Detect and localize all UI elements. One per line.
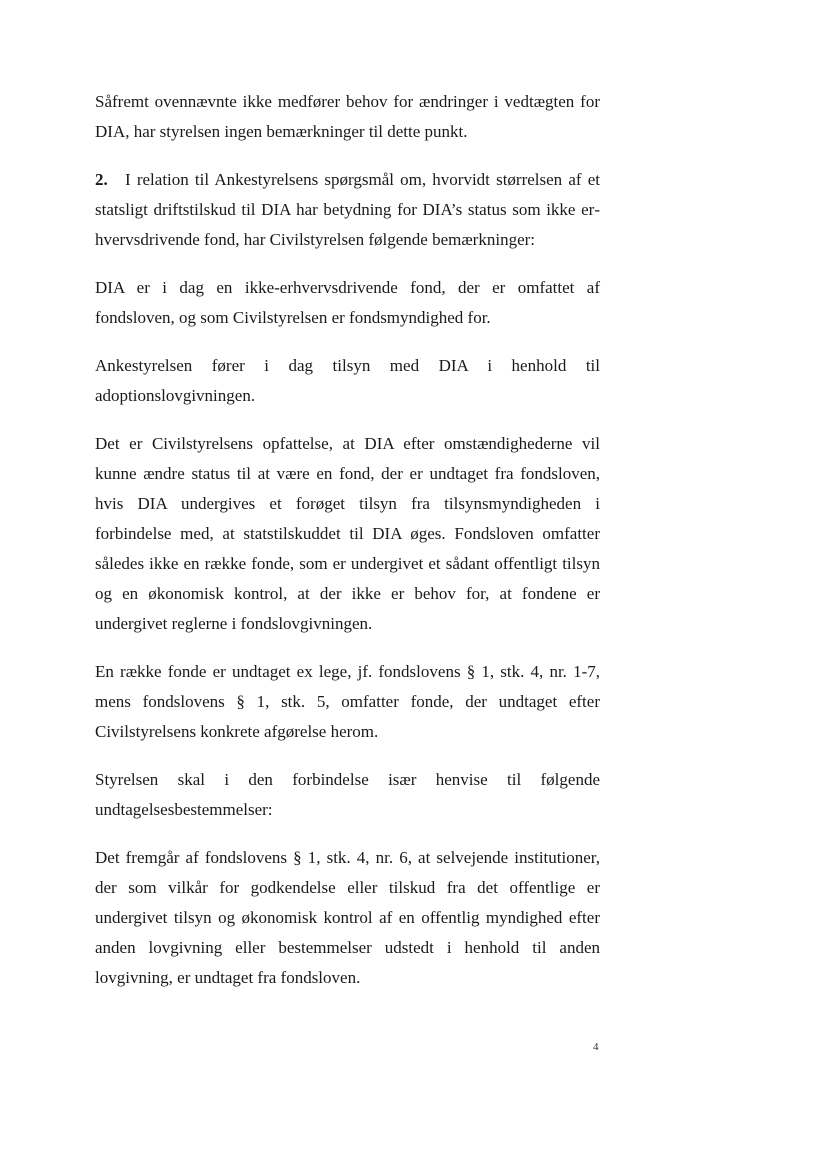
paragraph-3	[95, 273, 600, 333]
paragraph-1-text: Såfremt ovennævnte ikke medfører behov for ændringer i vedtægten for DIA, har styrelsen ingen bemærkninger til dette punkt.	[95, 92, 600, 141]
paragraph-2-text: I relation til Ankestyrelsens spørgsmål om, hvorvidt størrelsen af et statsligt driftstilskud til DIA har betydning for DIA’s status som ikke erhvervsdrivende fond, har Civilstyrelsen følgende bemærkninger:	[95, 170, 600, 249]
paragraph-3-text: DIA er i dag en ikke-erhvervsdrivende fond, der er omfattet af fondsloven, og som Civilstyrelsen er fondsmyndighed for.	[95, 278, 600, 327]
paragraph-number: 2.	[95, 170, 108, 189]
page-number: 4	[593, 1041, 599, 1053]
paragraph-1	[95, 87, 600, 147]
paragraph-6	[95, 657, 600, 747]
paragraph-5-text: Det er Civilstyrelsens opfattelse, at DIA efter omstændighederne vil kunne ændre status til at være en fond, der er undtaget fra fondsloven, hvis DIA undergives et forøget tilsyn fra tilsynsmyndigheden i forbindelse med, at statstilskuddet til DIA øges. Fondsloven omfatter således ikke en række fonde, som er undergivet et sådant offentligt tilsyn og en økonomisk kontrol, at der ikke er behov for, at fondene er undergivet reglerne i fondslovgivningen.	[95, 434, 600, 633]
paragraph-7-text: Styrelsen skal i den forbindelse især henvise til følgende undtagelsesbestemmelser:	[95, 770, 600, 819]
paragraph-6-text: En række fonde er undtaget ex lege, jf. fondslovens § 1, stk. 4, nr. 1-7, mens fondslovens § 1, stk. 5, omfatter fonde, der undtaget efter Civilstyrelsens konkrete afgørelse herom.	[95, 662, 600, 741]
paragraph-4-text: Ankestyrelsen fører i dag tilsyn med DIA i henhold til adoptionslovgivningen.	[95, 356, 600, 405]
paragraph-7	[95, 765, 600, 825]
paragraph-4	[95, 351, 600, 411]
paragraph-8	[95, 843, 600, 993]
paragraph-2	[95, 165, 600, 255]
paragraph-5	[95, 429, 600, 639]
paragraph-8-text: Det fremgår af fondslovens § 1, stk. 4, nr. 6, at selvejende institutioner, der som vilkår for godkendelse eller tilskud fra det offentlige er undergivet tilsyn og økonomisk kontrol af en offentlig myndighed efter anden lovgivning eller bestemmelser udstedt i henhold til anden lovgivning, er undtaget fra fondsloven.	[95, 848, 600, 987]
body-text	[95, 87, 600, 1011]
